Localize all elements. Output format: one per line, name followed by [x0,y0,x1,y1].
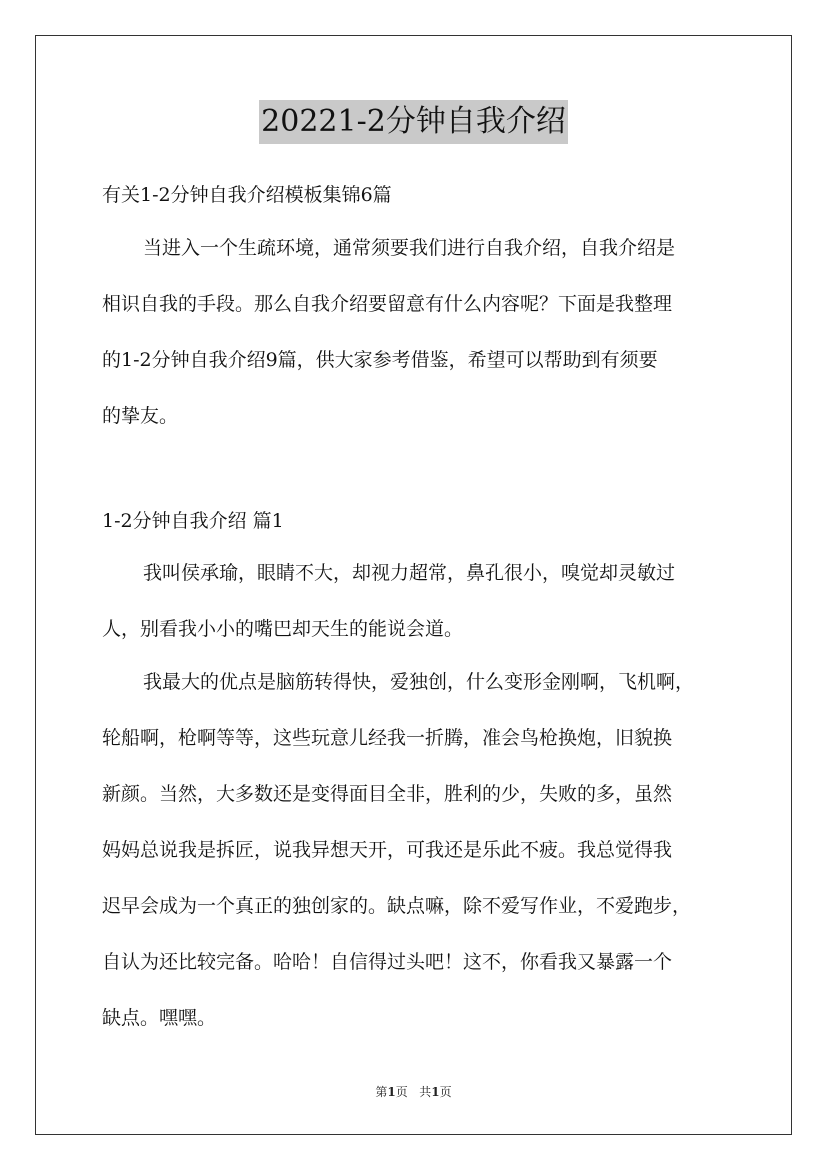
intro-paragraph [102,220,742,444]
total-number: 1 [431,1085,440,1099]
paragraph-line: 新颜。当然，大多数还是变得面目全非，胜利的少，失败的多，虽然 [102,783,673,805]
paragraph-line: 的1-2分钟自我介绍9篇，供大家参考借鉴，希望可以帮助到有须要 [102,349,658,371]
paragraph-line: 自认为还比较完备。哈哈！自信得过头吧！这不，你看我又暴露一个 [102,951,673,973]
total-suffix: 页 [439,1085,452,1099]
paragraph-line: 我叫侯承瑜，眼睛不大，却视力超常，鼻孔很小，嗅觉却灵敏过 [143,562,676,584]
paragraph-line: 缺点。嘿嘿。 [102,1007,217,1029]
body-paragraph-2 [102,654,742,1046]
page-number: 1 [387,1085,396,1099]
section-heading: 1-2分钟自我介绍 篇1 [102,510,284,532]
paragraph-line: 相识自我的手段。那么自我介绍要留意有什么内容呢？下面是我整理 [102,293,673,315]
page-prefix: 第 [375,1085,388,1099]
document-title: 20221-2分钟自我介绍 [259,100,568,144]
title-container [0,100,827,144]
total-prefix: 共 [419,1085,432,1099]
paragraph-line: 我最大的优点是脑筋转得快，爱独创，什么变形金刚啊，飞机啊， [143,671,695,693]
paragraph-line: 轮船啊，枪啊等等，这些玩意儿经我一折腾，准会鸟枪换炮，旧貌换 [102,727,673,749]
paragraph-line: 人，别看我小小的嘴巴却天生的能说会道。 [102,618,464,640]
paragraph-line: 妈妈总说我是拆匠，说我异想天开，可我还是乐此不疲。我总觉得我 [102,839,673,861]
paragraph-line: 迟早会成为一个真正的独创家的。缺点嘛，除不爱写作业，不爱跑步， [102,895,692,917]
paragraph-line: 的挚友。 [102,405,179,427]
body-paragraph-1 [102,545,742,657]
paragraph-line: 当进入一个生疏环境，通常须要我们进行自我介绍，自我介绍是 [143,237,676,259]
document-subtitle: 有关1-2分钟自我介绍模板集锦6篇 [102,184,392,206]
page-footer [0,1083,827,1100]
page-suffix: 页 [395,1085,408,1099]
